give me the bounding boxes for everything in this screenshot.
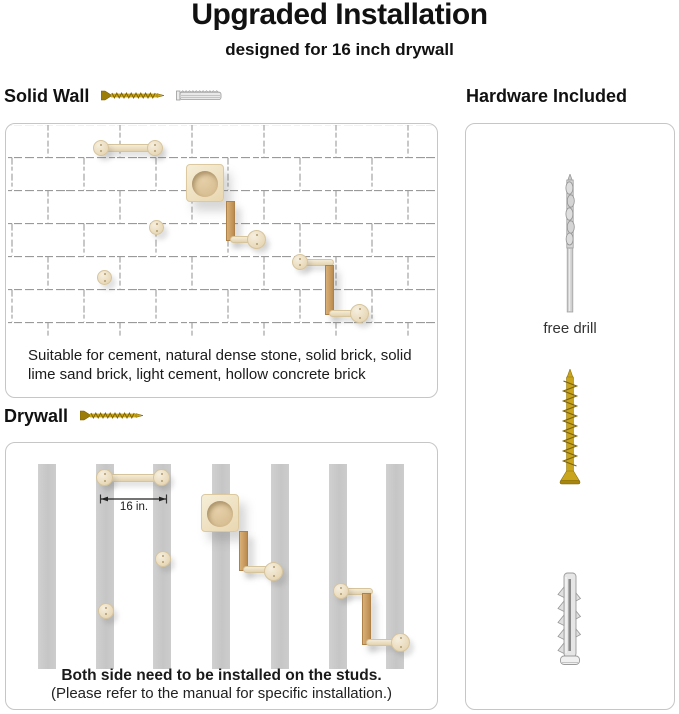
drywall-note-line1: Both side need to be installed on the studs. [61, 667, 382, 684]
section-heading-drywall [4, 406, 143, 427]
cat-step [333, 583, 349, 599]
drywall-note [6, 667, 437, 702]
wall-plate [97, 270, 112, 285]
cat-step [350, 304, 369, 323]
brick-pattern [8, 125, 435, 336]
drill-bit-icon [466, 174, 674, 314]
cat-cube-hole [207, 501, 233, 527]
drywall-note-line2: (Please refer to the manual for specific installation.) [51, 685, 392, 702]
stud [329, 464, 347, 669]
scratch-post [325, 265, 334, 315]
cat-cube [201, 494, 239, 532]
scratch-post [226, 201, 235, 241]
scratch-post [239, 531, 248, 571]
cat-cube-hole [192, 171, 218, 197]
solid-wall-heading: Solid Wall [4, 86, 90, 106]
wall-plate [149, 220, 164, 235]
cat-bridge-plate-right [147, 140, 163, 156]
wall-plate [155, 551, 171, 567]
wall-anchor-icon [176, 86, 223, 107]
free-drill-label: free drill [543, 320, 597, 337]
cat-step [292, 254, 308, 270]
hardware-heading: Hardware Included [466, 86, 628, 106]
wall-plate [98, 603, 114, 619]
scratch-post [362, 593, 371, 645]
stud [38, 464, 56, 669]
cat-step [264, 562, 283, 581]
section-heading-hardware [466, 86, 627, 107]
cat-step [247, 230, 266, 249]
solid-wall-description: Suitable for cement, natural dense stone, solid brick, solid lime sand brick, light cement, hollow concrete brick [28, 347, 412, 383]
cat-step [391, 633, 410, 652]
cat-bridge-plate-right [153, 469, 170, 486]
screw-icon [101, 86, 164, 107]
page-title: Upgraded Installation [191, 0, 488, 31]
section-heading-solid-wall [4, 86, 223, 107]
cat-bridge-plate-left [96, 469, 113, 486]
drywall-panel [5, 442, 438, 710]
page-subtitle: designed for 16 inch drywall [225, 40, 454, 59]
screw-icon [466, 369, 674, 491]
stud-spacing-label: 16 in. [119, 501, 149, 513]
cat-cube [186, 164, 224, 202]
hardware-panel [465, 123, 675, 710]
solid-wall-panel [5, 123, 438, 398]
screw-icon [80, 406, 143, 427]
drywall-heading: Drywall [4, 406, 69, 426]
cat-bridge-plate-left [93, 140, 109, 156]
wall-anchor-icon [466, 571, 674, 667]
